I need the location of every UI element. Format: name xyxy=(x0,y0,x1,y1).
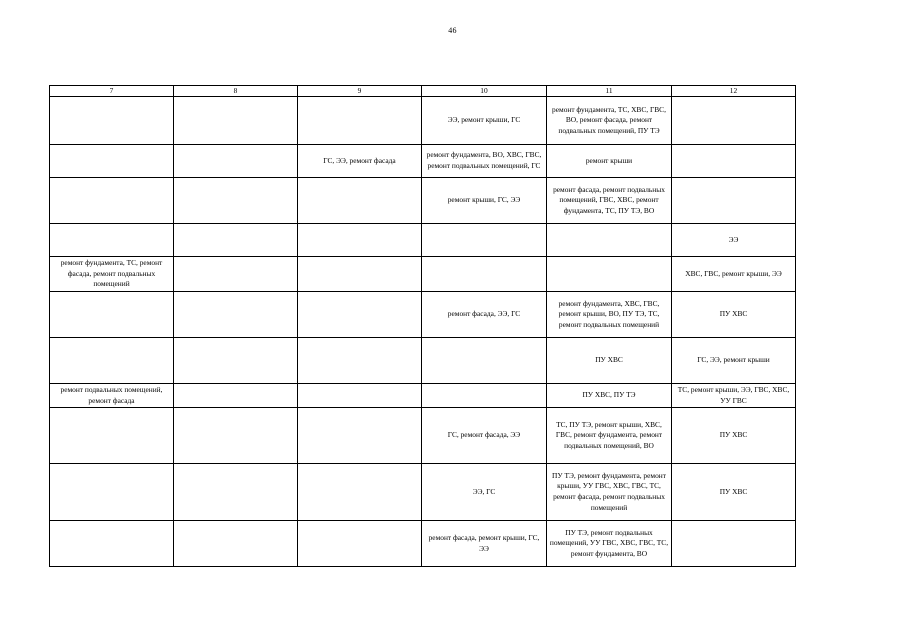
table-cell xyxy=(422,384,547,408)
table-cell xyxy=(298,338,422,384)
table-cell xyxy=(298,521,422,567)
column-header: 7 xyxy=(50,86,174,97)
table-cell: ремонт фундамента, ВО, ХВС, ГВС, ремонт подвальных помещений, ГС xyxy=(422,145,547,178)
table-cell xyxy=(50,292,174,338)
table-cell xyxy=(50,408,174,464)
table-cell: ремонт фасада, ремонт крыши, ГС, ЭЭ xyxy=(422,521,547,567)
table-row xyxy=(50,464,796,521)
table-cell xyxy=(50,97,174,145)
table-cell: ремонт фасада, ЭЭ, ГС xyxy=(422,292,547,338)
table-cell xyxy=(672,145,796,178)
column-header: 10 xyxy=(422,86,547,97)
table-cell: ГС, ремонт фасада, ЭЭ xyxy=(422,408,547,464)
table-cell xyxy=(422,224,547,257)
table-cell: ЭЭ, ГС xyxy=(422,464,547,521)
table-cell xyxy=(50,464,174,521)
table-cell: ремонт фундамента, ТС, ХВС, ГВС, ВО, ремонт фасада, ремонт подвальных помещений, ПУ ТЭ xyxy=(547,97,672,145)
table-row xyxy=(50,521,796,567)
table-cell: ТС, ремонт крыши, ЭЭ, ГВС, ХВС, УУ ГВС xyxy=(672,384,796,408)
table-cell xyxy=(50,338,174,384)
works-table xyxy=(49,85,796,567)
table-cell: ремонт крыши, ГС, ЭЭ xyxy=(422,178,547,224)
table-cell: ТС, ПУ ТЭ, ремонт крыши, ХВС, ГВС, ремонт фундамента, ремонт подвальных помещений, ВО xyxy=(547,408,672,464)
column-header: 11 xyxy=(547,86,672,97)
table-cell xyxy=(298,257,422,292)
page-number: 46 xyxy=(448,26,457,35)
table-cell: ремонт крыши xyxy=(547,145,672,178)
table-cell xyxy=(672,521,796,567)
table-cell: ГС, ЭЭ, ремонт фасада xyxy=(298,145,422,178)
table-cell: ПУ ТЭ, ремонт фундамента, ремонт крыши, УУ ГВС, ХВС, ГВС, ТС, ремонт фасада, ремонт подвальных помещений xyxy=(547,464,672,521)
table-cell xyxy=(50,145,174,178)
table-cell xyxy=(174,97,298,145)
header-row xyxy=(50,86,796,97)
table-cell: ПУ ТЭ, ремонт подвальных помещений, УУ ГВС, ХВС, ГВС, ТС, ремонт фундамента, ВО xyxy=(547,521,672,567)
table-cell xyxy=(298,97,422,145)
table-cell: ПУ ХВС, ПУ ТЭ xyxy=(547,384,672,408)
table-cell: ПУ ХВС xyxy=(672,464,796,521)
table-row xyxy=(50,292,796,338)
table-cell: ремонт подвальных помещений, ремонт фасада xyxy=(50,384,174,408)
table-row xyxy=(50,257,796,292)
table-cell xyxy=(298,292,422,338)
table-cell: ремонт фундамента, ТС, ремонт фасада, ремонт подвальных помещений xyxy=(50,257,174,292)
table-cell: ПУ ХВС xyxy=(672,292,796,338)
column-header: 8 xyxy=(174,86,298,97)
table-cell xyxy=(547,257,672,292)
table-cell xyxy=(174,224,298,257)
column-header: 9 xyxy=(298,86,422,97)
table-cell: ПУ ХВС xyxy=(672,408,796,464)
table-cell: ХВС, ГВС, ремонт крыши, ЭЭ xyxy=(672,257,796,292)
table-cell xyxy=(298,224,422,257)
table-cell xyxy=(298,384,422,408)
column-header: 12 xyxy=(672,86,796,97)
table-cell xyxy=(174,257,298,292)
table-cell: ЭЭ, ремонт крыши, ГС xyxy=(422,97,547,145)
table-cell xyxy=(422,257,547,292)
table-cell xyxy=(174,145,298,178)
table-cell xyxy=(174,464,298,521)
table-row xyxy=(50,408,796,464)
table-cell xyxy=(672,97,796,145)
table-row xyxy=(50,224,796,257)
table-row xyxy=(50,178,796,224)
table-row xyxy=(50,384,796,408)
table-cell xyxy=(298,464,422,521)
table-cell: ремонт фасада, ремонт подвальных помещений, ГВС, ХВС, ремонт фундамента, ТС, ПУ ТЭ, ВО xyxy=(547,178,672,224)
table-cell: ГС, ЭЭ, ремонт крыши xyxy=(672,338,796,384)
table-cell xyxy=(174,408,298,464)
table-cell xyxy=(672,178,796,224)
table-cell: ЭЭ xyxy=(672,224,796,257)
table-row xyxy=(50,97,796,145)
table-row xyxy=(50,338,796,384)
table-cell xyxy=(422,338,547,384)
table-cell xyxy=(174,292,298,338)
table-cell xyxy=(50,224,174,257)
table-cell xyxy=(174,384,298,408)
table-cell xyxy=(547,224,672,257)
table-cell xyxy=(174,338,298,384)
table-cell xyxy=(298,408,422,464)
table-row xyxy=(50,145,796,178)
table-cell xyxy=(50,521,174,567)
table-cell: ПУ ХВС xyxy=(547,338,672,384)
table-cell xyxy=(174,521,298,567)
table-cell xyxy=(50,178,174,224)
table-cell xyxy=(174,178,298,224)
table-cell: ремонт фундамента, ХВС, ГВС, ремонт крыши, ВО, ПУ ТЭ, ТС, ремонт подвальных помещений xyxy=(547,292,672,338)
table-cell xyxy=(298,178,422,224)
